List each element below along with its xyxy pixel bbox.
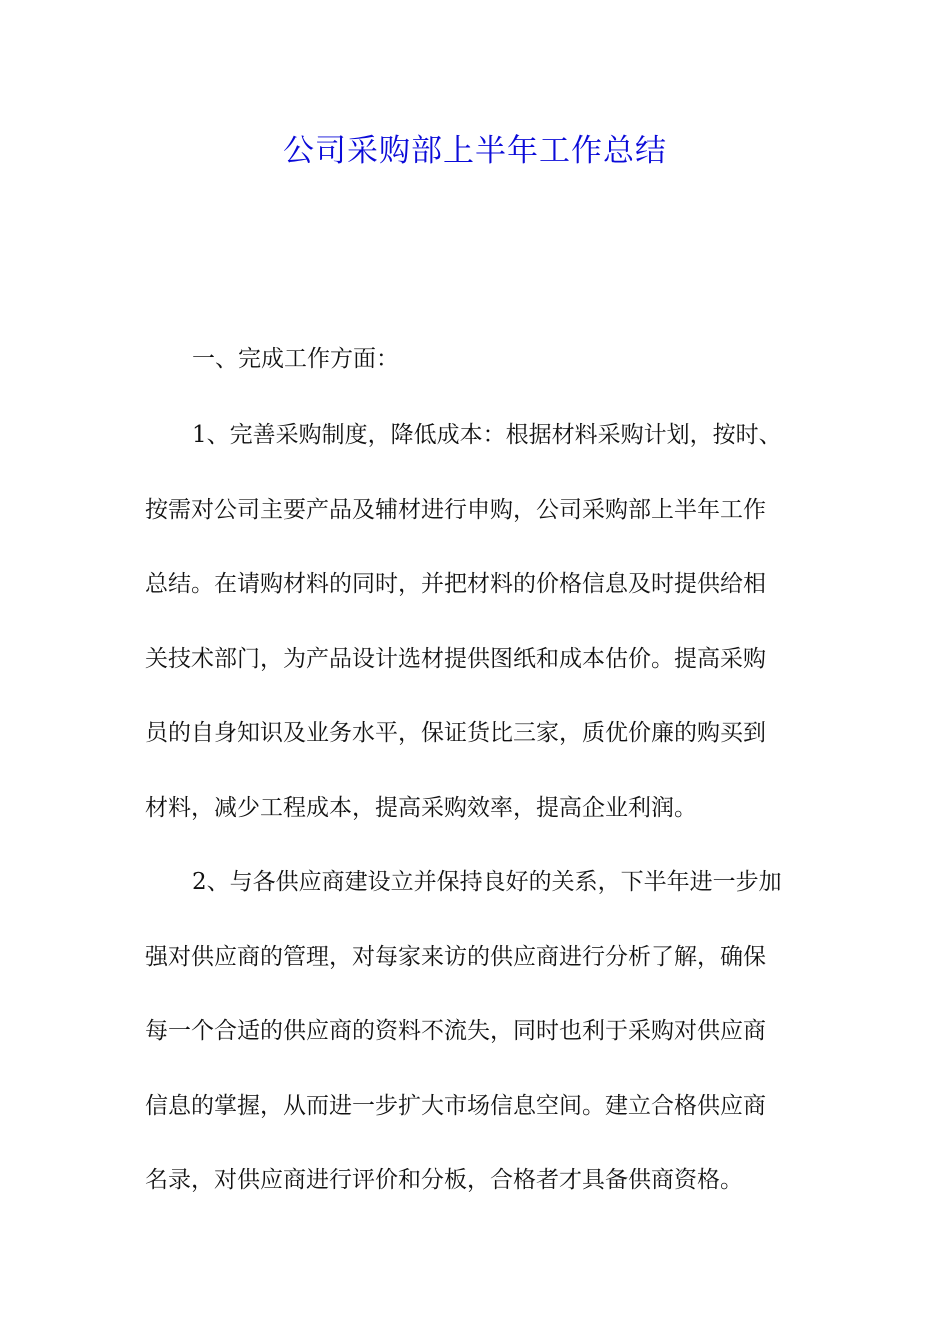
paragraph-line: 每一个合适的供应商的资料不流失，同时也利于采购对供应商 bbox=[145, 1018, 766, 1044]
paragraph-line: 关技术部门，为产品设计选材提供图纸和成本估价。提高采购 bbox=[145, 645, 766, 672]
paragraph-1 bbox=[145, 398, 815, 845]
paragraph-line: 按需对公司主要产品及辅材进行申购，公司采购部上半年工作 bbox=[145, 496, 766, 523]
paragraph-line: 强对供应商的管理，对每家来访的供应商进行分析了解，确保 bbox=[145, 943, 766, 970]
document-title: 公司采购部上半年工作总结 bbox=[283, 133, 667, 169]
paragraph-line: 2、与各供应商建设立并保持良好的关系，下半年进一步加 bbox=[192, 869, 782, 895]
paragraph-line: 总结。在请购材料的同时，并把材料的价格信息及时提供给相 bbox=[145, 571, 766, 597]
paragraph-line: 材料，减少工程成本，提高采购效率，提高企业利润。 bbox=[145, 794, 697, 821]
paragraph-line: 信息的掌握，从而进一步扩大市场信息空间。建立合格供应商 bbox=[145, 1092, 766, 1119]
paragraph-2 bbox=[145, 845, 815, 1218]
paragraph-line: 员的自身知识及业务水平，保证货比三家，质优价廉的购买到 bbox=[145, 720, 766, 746]
section-heading: 一、完成工作方面： bbox=[192, 346, 399, 372]
paragraph-line: 名录，对供应商进行评价和分板，合格者才具备供商资格。 bbox=[145, 1167, 743, 1193]
paragraph-line: 1、完善采购制度，降低成本：根据材料采购计划，按时、 bbox=[192, 422, 782, 448]
